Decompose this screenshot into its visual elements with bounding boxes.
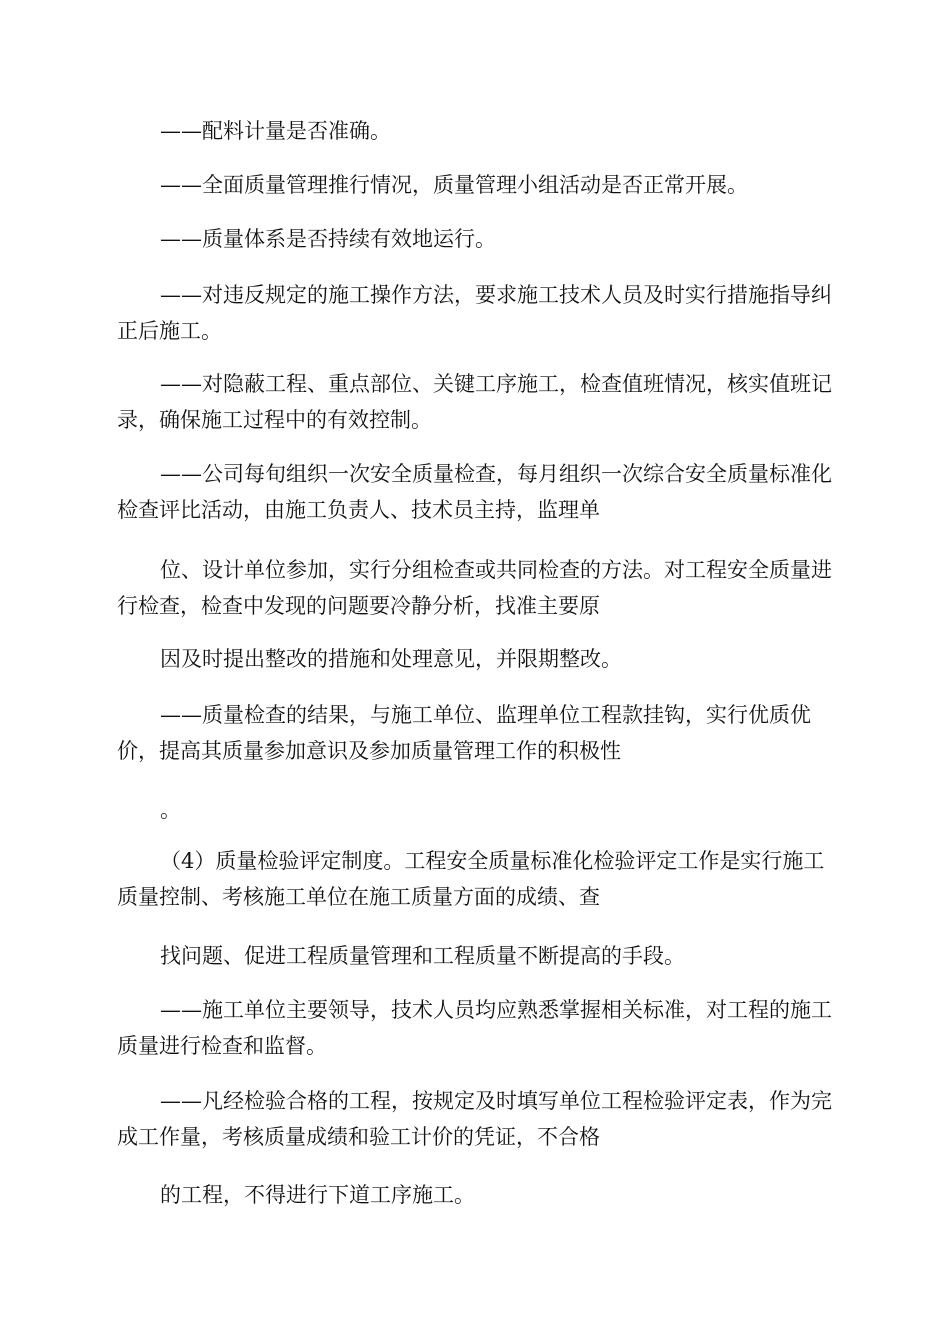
paragraph-8: 因及时提出整改的措施和处理意见，并限期整改。 [160,647,622,671]
paragraph-12: 找问题、促进工程质量管理和工程质量不断提高的手段。 [160,944,685,968]
paragraph-1: ——配料计量是否准确。 [160,119,391,143]
paragraph-2: ——全面质量管理推行情况，质量管理小组活动是否正常开展。 [160,173,748,197]
paragraph-15: 的工程，不得进行下道工序施工。 [160,1183,475,1207]
paragraph-11: （4）质量检验评定制度。工程安全质量标准化检验评定工作是实行施工质量控制、考核施工单位在施工质量方面的成绩、查 [117,849,825,909]
paragraph-5: ——对隐蔽工程、重点部位、关键工序施工，检查值班情况，核实值班记录，确保施工过程中的有效控制。 [117,372,832,432]
paragraph-6: ——公司每旬组织一次安全质量检查，每月组织一次综合安全质量标准化检查评比活动，由施工负责人、技术员主持，监理单 [117,462,832,522]
paragraph-4: ——对违反规定的施工操作方法，要求施工技术人员及时实行措施指导纠正后施工。 [117,283,832,343]
paragraph-7: 位、设计单位参加，实行分组检查或共同检查的方法。对工程安全质量进行检查，检查中发现的问题要冷静分析，找准主要原 [117,558,832,618]
paragraph-14: ——凡经检验合格的工程，按规定及时填写单位工程检验评定表，作为完成工作量，考核质量成绩和验工计价的凭证，不合格 [117,1089,832,1149]
paragraph-13: ——施工单位主要领导，技术人员均应熟悉掌握相关标准，对工程的施工质量进行检查和监督。 [117,998,832,1058]
paragraph-9: ——质量检查的结果，与施工单位、监理单位工程款挂钩，实行优质优价，提高其质量参加意识及参加质量管理工作的积极性 [117,703,811,763]
paragraph-3: ——质量体系是否持续有效地运行。 [160,227,496,251]
paragraph-10: 。 [160,798,181,822]
